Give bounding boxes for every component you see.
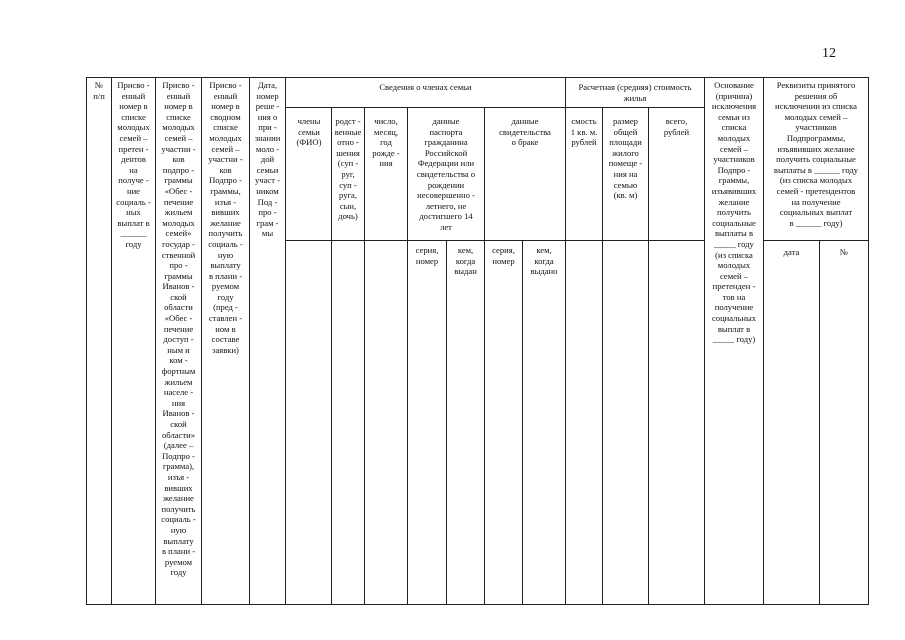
header-marriage-group: данные свидетельства о браке (499, 116, 551, 148)
header-passport-issued: кем, когда выдан (454, 245, 477, 277)
page-number: 12 (822, 46, 836, 61)
header-total: всего, рублей (663, 116, 690, 137)
header-assigned-summary: Присво - енный номер в сводном списке молодых семей – участни - ков Подпро - граммы, изъя - вивших желание получить социаль - ную выплату в плани - руемом году (пред - ставлен - ном в составе заявки) (208, 80, 243, 355)
header-req-date: дата (783, 247, 800, 257)
header-assigned-young: Присво - енный номер в списке молодых семей – претен - дентов на получе - ние социаль - ных выплат в ______ году (116, 80, 151, 249)
header-assigned-program: Присво - енный номер в списке молодых семей – участни - ков подпро - граммы «Обес - печение жильем молодых семей» государ - ственной про - граммы Иванов - ской области «Обес - печение доступ - ным и ком - фортным жильем населе - ния Иванов - ской области» (далее – Подпро - грамма), изъя - вивших желание получить социаль - ную выплату в плани - руемом году (161, 80, 196, 578)
header-cost-sqm: смость 1 кв. м. рублей (570, 116, 598, 148)
header-decision-date: Дата, номер реше - ния о при - знании моло - дой семьи участ - ником Под - про - грам - мы (254, 80, 281, 239)
header-reason: Основание (причина) исключения семьи из списка молодых семей – участников Подпро - граммы, изъявивших желание получить социальные выплаты в _____ году (из списка молодых семей – претенден - тов на получение социальных выплат в _____ году) (711, 80, 757, 345)
header-req-num: № (839, 247, 849, 257)
header-relation: родст - венные отно - шения (суп - руг, суп - руга, сын, дочь) (334, 116, 362, 222)
header-members-group: Сведения о членах семьи (379, 82, 472, 92)
header-num: № п/п (93, 80, 105, 101)
header-area: размер общей площади жилого помеще - ния на семью (кв. м) (608, 116, 643, 201)
header-members-fio: члены семьи (ФИО) (296, 116, 322, 148)
header-marriage-series: серия, номер (492, 245, 515, 266)
header-birth-date: число, месяц, год рожде - ния (372, 116, 400, 169)
header-requisites-group: Реквизиты принятого решения об исключении из списка молодых семей – участников Подпрограммы, изъявивших желание получить социальные выплаты в ______ году (из списка молодых семей - претендентов на получение социальных выплат в ______ году) (773, 80, 859, 228)
header-passport-series: серия, номер (415, 245, 439, 266)
header-passport-group: данные паспорта гражданина Российской Федерации или свидетельства о рождении несовершенно - летнего, не достигшего 14 лет (416, 116, 476, 232)
header-marriage-issued: кем, когда выдано (530, 245, 558, 277)
header-cost-group: Расчетная (средняя) стоимость жилья (578, 82, 692, 103)
